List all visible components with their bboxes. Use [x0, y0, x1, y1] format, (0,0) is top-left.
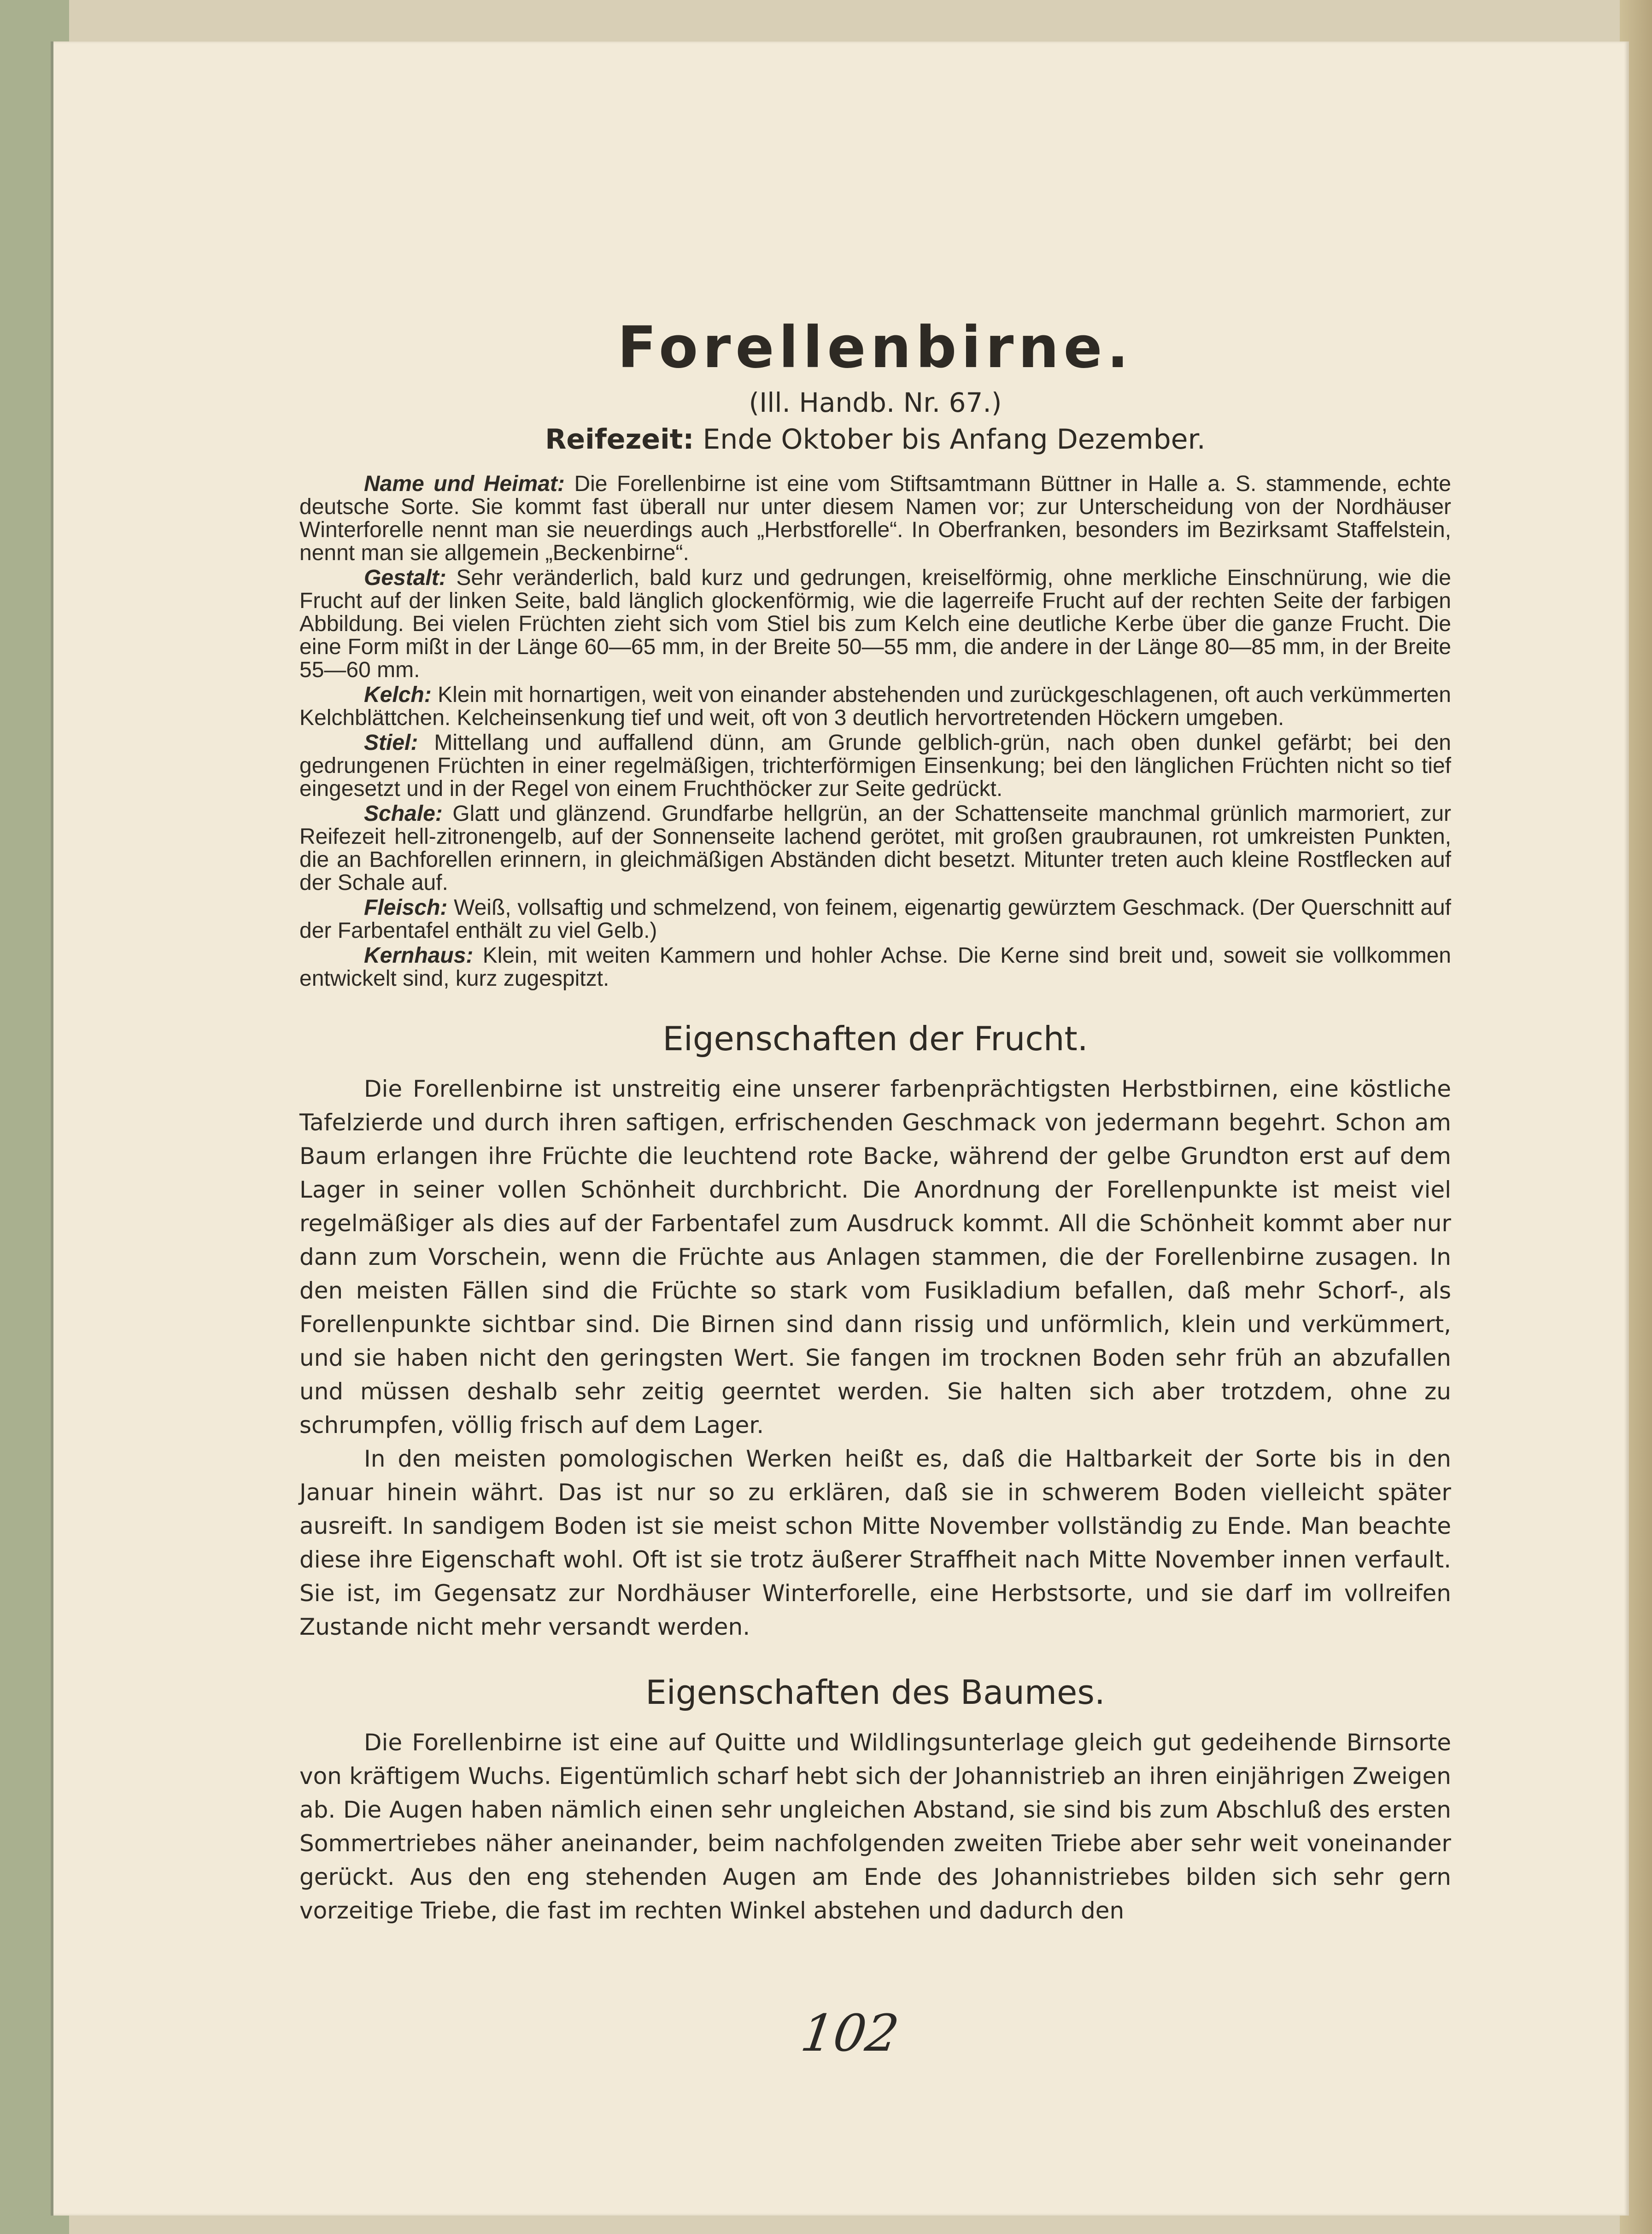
desc-kelch	[299, 684, 1451, 730]
desc-text: Klein mit hornartigen, weit von einander abstehenden und zurückgeschlagenen, oft auch verkümmerten Kelchblättchen. Kelcheinsenkung tief und weit, oft von 3 deutlich hervortretenden Höckern umgeben.	[299, 683, 1451, 730]
desc-text: Die Forellenbirne ist eine vom Stiftsamtmann Büttner in Halle a. S. stammende, echte deutsche Sorte. Sie kommt fast überall nur unter diesem Namen vor; zur Unterscheidung von der Nordhäuser Winterforelle nennt man sie neuerdings auch „Herbstforelle“. In Oberfranken, besonders im Bezirksamt Staffelstein, nennt man sie allgemein „Beckenbirne“.	[299, 472, 1452, 565]
desc-text: Glatt und glänzend. Grundfarbe hellgrün, an der Schattenseite manchmal grünlich marmoriert, zur Reifezeit hell-zitronengelb, auf der Sonnenseite lachend gerötet, mit großen graubraunen, rot umkreisten Punkten, die an Bachforellen erinnern, in gleichmäßigen Abständen dicht besetzt. Mitunter treten auch kleine Rostflecken auf der Schale auf.	[299, 801, 1451, 895]
desc-schale	[299, 802, 1451, 895]
desc-label: Fleisch:	[364, 895, 448, 920]
page-title: Forellenbirne.	[617, 315, 1133, 381]
desc-label: Name und Heimat:	[364, 472, 565, 496]
desc-label: Kernhaus:	[364, 943, 474, 968]
desc-text: Klein, mit weiten Kammern und hohler Achse. Die Kerne sind breit und, soweit sie vollkommen entwickelt sind, kurz zugespitzt.	[299, 943, 1451, 991]
desc-label: Kelch:	[364, 683, 432, 707]
tree-paragraph: Die Forellenbirne ist eine auf Quitte und Wildlingsunterlage gleich gut gedeihende Birnsorte von kräftigem Wuchs. Eigentümlich scharf hebt sich der Johannistrieb an ihren einjährigen Zweigen ab. Die Augen haben nämlich einen sehr ungleichen Abstand, sie sind bis zum Abschluß des ersten Sommertriebes näher aneinander, beim nachfolgenden zweiten Triebe aber sehr weit voneinander gerückt. Aus den eng stehenden Augen am Ende des Johannistriebes bilden sich sehr gern vorzeitige Triebe, die fast im rechten Winkel abstehen und dadurch den	[299, 1729, 1451, 1924]
desc-fleisch	[299, 896, 1451, 942]
page-content	[299, 313, 1451, 1928]
section-heading-fruit: Eigenschaften der Frucht.	[662, 1019, 1088, 1058]
ripening-value: Ende Oktober bis Anfang Dezember.	[694, 423, 1206, 456]
handbook-reference: (Ill. Handb. Nr. 67.)	[749, 387, 1002, 418]
page-number: 102	[797, 2004, 902, 2063]
ripening-label: Reifezeit:	[545, 423, 694, 456]
ripening-line	[299, 420, 1451, 459]
desc-text: Mittellang und auffallend dünn, am Grunde gelblich-grün, nach oben dunkel gefärbt; bei den gedrungenen Früchten in einer regelmäßigen, trichterförmigen Einsenkung; bei den länglichen Früchten nicht so tief eingesetzt und in der Regel von einem Fruchthöcker zur Seite gedrückt.	[299, 731, 1451, 801]
section-heading-tree: Eigenschaften des Baumes.	[645, 1673, 1105, 1712]
desc-text: Weiß, vollsaftig und schmelzend, von feinem, eigenartig gewürztem Geschmack. (Der Querschnitt auf der Farbentafel enthält zu viel Gelb.)	[299, 895, 1451, 943]
desc-label: Schale:	[364, 801, 443, 826]
desc-label: Gestalt:	[364, 566, 446, 590]
desc-text: Sehr veränderlich, bald kurz und gedrungen, kreiselförmig, ohne merkliche Einschnürung, wie die Frucht auf der linken Seite, bald länglich glockenförmig, wie die lagerreife Frucht auf der rechten Seite der farbigen Abbildung. Bei vielen Früchten zieht sich vom Stiel bis zum Kelch eine deutliche Kerbe über die ganze Frucht. Die eine Form mißt in der Länge 60—65 mm, in der Breite 50—55 mm, die andere in der Länge 80—85 mm, in der Breite 55—60 mm.	[299, 566, 1451, 682]
fruit-paragraph: In den meisten pomologischen Werken heißt es, daß die Haltbarkeit der Sorte bis in den Januar hinein währt. Das ist nur so zu erklären, daß sie in schwerem Boden vielleicht später ausreift. In sandigem Boden ist sie meist schon Mitte November vollständig zu Ende. Man beachte diese ihre Eigenschaft wohl. Oft ist sie trotz äußerer Straffheit nach Mitte November innen verfault. Sie ist, im Gegensatz zur Nordhäuser Winterforelle, eine Herbstsorte, und sie darf im vollreifen Zustande nicht mehr versandt werden.	[299, 1445, 1451, 1640]
fruit-paragraph: Die Forellenbirne ist unstreitig eine unserer farbenprächtigsten Herbstbirnen, eine köstliche Tafelzierde und durch ihren saftigen, erfrischenden Geschmack von jedermann begehrt. Schon am Baum erlangen ihre Früchte die leuchtend rote Backe, während der gelbe Grundton erst auf dem Lager in seiner vollen Schönheit durchbricht. Die Anordnung der Forellenpunkte ist meist viel regelmäßiger als dies auf der Farbentafel zum Ausdruck kommt. All die Schönheit kommt aber nur dann zum Vorschein, wenn die Früchte aus Anlagen stammen, die der Forellenbirne zusagen. In den meisten Fällen sind die Früchte so stark vom Fusikladium befallen, daß mehr Schorf-, als Forellenpunkte sichtbar sind. Die Birnen sind dann rissig und unförmlich, klein und verkümmert, und sie haben nicht den geringsten Wert. Sie fangen im trocknen Boden sehr früh an abzufallen und müssen deshalb sehr zeitig geerntet werden. Sie halten sich aber trotzdem, ohne zu schrumpfen, völlig frisch auf dem Lager.	[299, 1076, 1451, 1439]
desc-stiel	[299, 731, 1451, 801]
desc-name-heimat	[299, 473, 1451, 565]
desc-kernhaus	[299, 944, 1451, 990]
desc-label: Stiel:	[364, 731, 418, 755]
desc-gestalt	[299, 567, 1451, 682]
